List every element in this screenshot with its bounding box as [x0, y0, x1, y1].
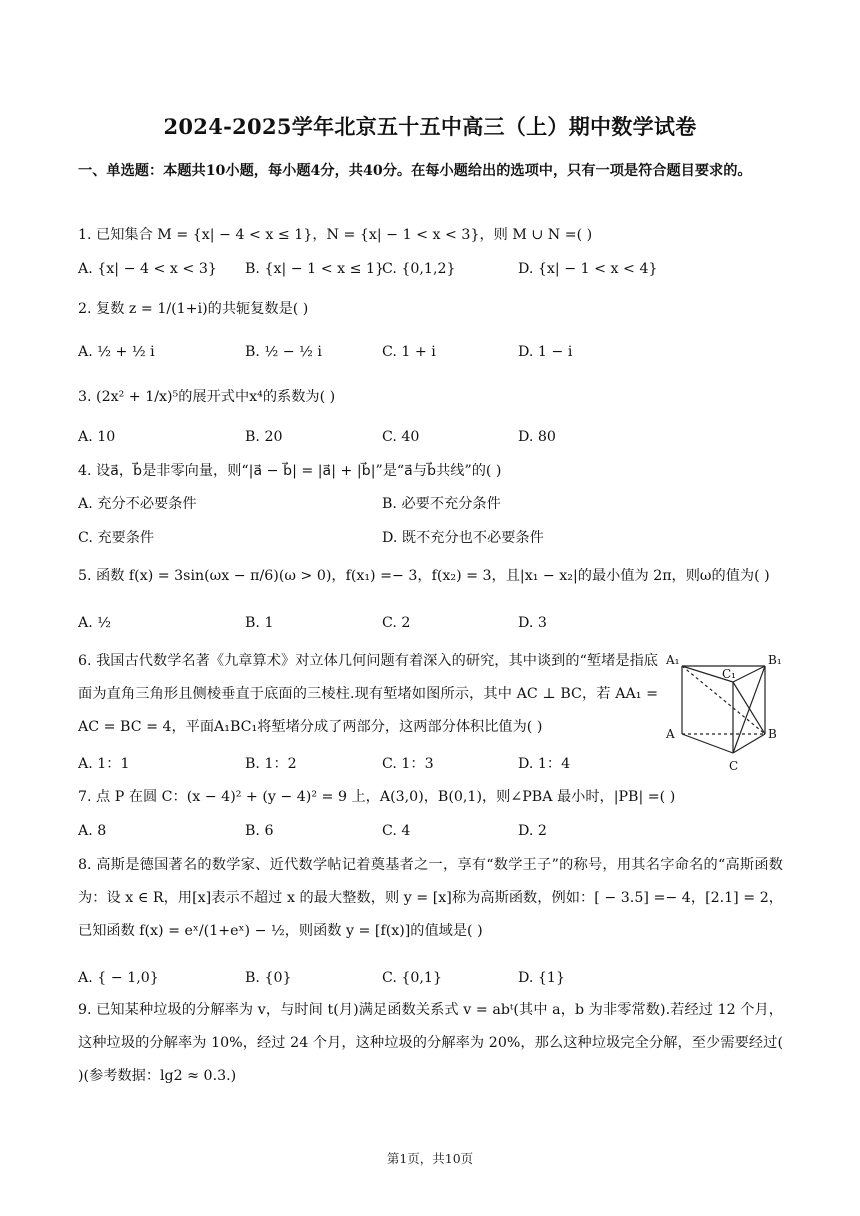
- q5-option-a[interactable]: A. ½: [78, 615, 112, 631]
- q8-option-d[interactable]: D. {1}: [518, 970, 565, 986]
- q2-option-c[interactable]: C. 1 + i: [382, 344, 436, 360]
- page-footer: 第1页，共10页: [386, 1151, 474, 1166]
- q4-option-c[interactable]: C. 充要条件: [78, 530, 155, 546]
- q2-option-b[interactable]: B. ½ − ½ i: [245, 344, 322, 360]
- q6-option-a[interactable]: A. 1：1: [78, 756, 130, 772]
- q1-option-b[interactable]: B. {x| − 1 < x ≤ 1}: [245, 261, 385, 277]
- label-a1: A₁: [666, 653, 680, 667]
- q3-option-d[interactable]: D. 80: [518, 429, 556, 445]
- q7-option-d[interactable]: D. 2: [518, 823, 547, 839]
- label-c1: C₁: [722, 667, 736, 681]
- question-9-stem: 9. 已知某种垃圾的分解率为 v，与时间 t(月)满足函数关系式 v = abᵗ(其中 a，b 为非零常数).若经过 12 个月，这种垃圾的分解率为 10%，经过 24 个月，这种垃圾的分解率为 20%，那么这种垃圾完全分解，至少需要经过( )(参考数据：lg2 ≈ 0.3.): [78, 1002, 783, 1084]
- q4-option-b[interactable]: B. 必要不充分条件: [382, 496, 501, 512]
- q6-option-d[interactable]: D. 1：4: [518, 756, 571, 772]
- question-6-stem: 6. 我国古代数学名著《九章算术》对立体几何问题有着深入的研究，其中谈到的“堑堵是指底面为直角三角形且侧棱垂直于底面的三棱柱.现有堑堵如图所示，其中 AC ⊥ BC，若 AA₁ = AC = BC = 4，平面A₁BC₁将堑堵分成了两部分，这两部分体积比值为( ): [78, 653, 658, 735]
- q5-option-d[interactable]: D. 3: [518, 615, 547, 631]
- q8-option-a[interactable]: A. { − 1,0}: [78, 970, 159, 986]
- label-a: A: [666, 727, 675, 741]
- q3-option-b[interactable]: B. 20: [245, 429, 283, 445]
- q6-option-c[interactable]: C. 1：3: [382, 756, 434, 772]
- q7-option-a[interactable]: A. 8: [78, 823, 107, 839]
- q8-option-c[interactable]: C. {0,1}: [382, 970, 442, 986]
- label-b1: B₁: [768, 653, 782, 667]
- q6-option-b[interactable]: B. 1：2: [245, 756, 297, 772]
- q1-option-d[interactable]: D. {x| − 1 < x < 4}: [518, 261, 658, 277]
- q5-option-c[interactable]: C. 2: [382, 615, 411, 631]
- question-1-stem: 1. 已知集合 M = {x| − 4 < x ≤ 1}，N = {x| − 1 < x < 3}，则 M ∪ N =( ): [78, 227, 593, 243]
- q3-option-c[interactable]: C. 40: [382, 429, 420, 445]
- prism-figure: [662, 648, 787, 776]
- page-title: 2024-2025学年北京五十五中高三（上）期中数学试卷: [163, 114, 697, 139]
- section-heading: 一、单选题：本题共10小题，每小题4分，共40分。在每小题给出的选项中，只有一项是符合题目要求的。: [78, 163, 752, 179]
- q2-option-d[interactable]: D. 1 − i: [518, 344, 573, 360]
- q4-option-a[interactable]: A. 充分不必要条件: [78, 496, 197, 512]
- q4-option-d[interactable]: D. 既不充分也不必要条件: [382, 530, 544, 546]
- question-4-stem: 4. 设a⃗，b⃗是非零向量，则“|a⃗ − b⃗| = |a⃗| + |b⃗|”是“a⃗与b⃗共线”的( ): [78, 463, 502, 479]
- q2-option-a[interactable]: A. ½ + ½ i: [78, 344, 155, 360]
- question-2-stem: 2. 复数 z = 1/(1+i)的共轭复数是( ): [78, 301, 309, 317]
- label-c: C: [729, 759, 739, 773]
- q8-option-b[interactable]: B. {0}: [245, 970, 292, 986]
- question-3-stem: 3. (2x² + 1/x)⁵的展开式中x⁴的系数为( ): [78, 389, 336, 405]
- q3-option-a[interactable]: A. 10: [78, 429, 116, 445]
- q7-option-b[interactable]: B. 6: [245, 823, 274, 839]
- q1-option-c[interactable]: C. {0,1,2}: [382, 261, 456, 277]
- q5-option-b[interactable]: B. 1: [245, 615, 274, 631]
- question-8-stem: 8. 高斯是德国著名的数学家、近代数学帖记着奠基者之一，享有“数学王子”的称号，用其名字命名的“高斯函数为：设 x ∈ R，用[x]表示不超过 x 的最大整数，则 y = [x]称为高斯函数，例如：[ − 3.5] =− 4，[2.1] = 2，已知函数 f(x) = eˣ/(1+eˣ) − ½，则函数 y = [f(x)]的值域是( ): [78, 857, 783, 939]
- q1-option-a[interactable]: A. {x| − 4 < x < 3}: [78, 261, 217, 277]
- q7-option-c[interactable]: C. 4: [382, 823, 411, 839]
- label-b: B: [768, 727, 777, 741]
- question-5-stem: 5. 函数 f(x) = 3sin(ωx − π/6)(ω > 0)，f(x₁) =− 3，f(x₂) = 3，且|x₁ − x₂|的最小值为 2π，则ω的值为( ): [78, 568, 770, 584]
- question-7-stem: 7. 点 P 在圆 C：(x − 4)² + (y − 4)² = 9 上，A(3,0)，B(0,1)，则∠PBA 最小时，|PB| =( ): [78, 789, 676, 805]
